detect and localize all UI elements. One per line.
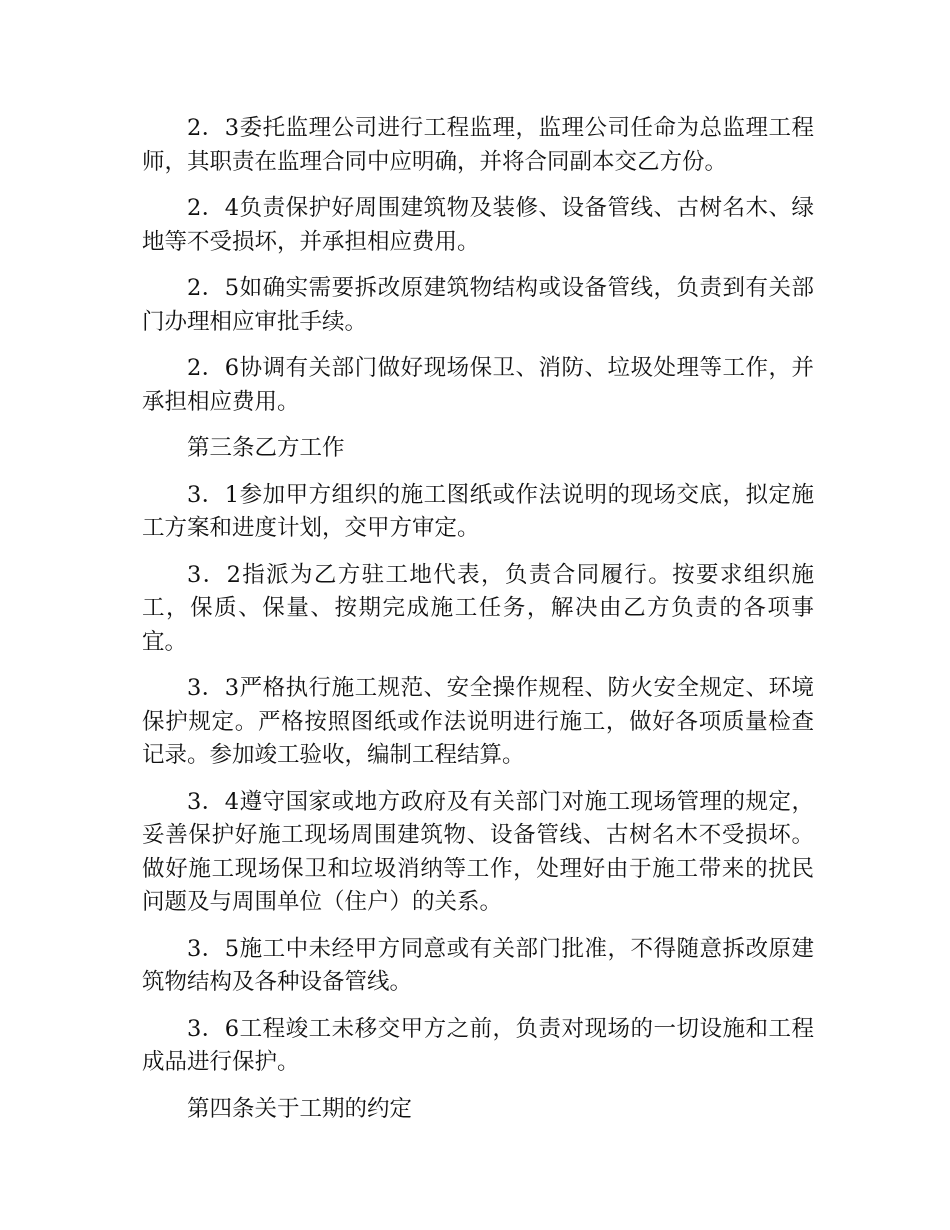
document-page bbox=[142, 112, 814, 1139]
clause-2-5: 2．5如确实需要拆改原建筑物结构或设备管线，负责到有关部门办理相应审批手续。 bbox=[142, 275, 814, 335]
clause-2-6: 2．6协调有关部门做好现场保卫、消防、垃圾处理等工作，并承担相应费用。 bbox=[142, 355, 814, 415]
clause-3-2: 3．2指派为乙方驻工地代表，负责合同履行。按要求组织施工，保质、保量、按期完成施工任务，解决由乙方负责的各项事宜。 bbox=[142, 561, 814, 655]
clause-2-4: 2．4负责保护好周围建筑物及装修、设备管线、古树名木、绿地等不受损坏，并承担相应费用。 bbox=[142, 195, 814, 255]
clause-3-6: 3．6工程竣工未移交甲方之前，负责对现场的一切设施和工程成品进行保护。 bbox=[142, 1015, 814, 1075]
section-heading-article-3: 第三条乙方工作 bbox=[187, 435, 345, 461]
clause-3-4: 3．4遵守国家或地方政府及有关部门对施工现场管理的规定，妥善保护好施工现场周围建筑物、设备管线、古树名木不受损坏。做好施工现场保卫和垃圾消纳等工作，处理好由于施工带来的扰民问题及与周围单位（住户）的关系。 bbox=[142, 788, 814, 915]
clause-3-3: 3．3严格执行施工规范、安全操作规程、防火安全规定、环境保护规定。严格按照图纸或作法说明进行施工，做好各项质量检查记录。参加竣工验收，编制工程结算。 bbox=[142, 675, 814, 768]
clause-2-3: 2．3委托监理公司进行工程监理，监理公司任命为总监理工程师，其职责在监理合同中应明确，并将合同副本交乙方份。 bbox=[142, 115, 814, 175]
section-heading-article-4: 第四条关于工期的约定 bbox=[187, 1095, 413, 1122]
clause-3-5: 3．5施工中未经甲方同意或有关部门批准，不得随意拆改原建筑物结构及各种设备管线。 bbox=[142, 935, 814, 995]
clause-3-1: 3．1参加甲方组织的施工图纸或作法说明的现场交底，拟定施工方案和进度计划，交甲方审定。 bbox=[142, 481, 814, 541]
